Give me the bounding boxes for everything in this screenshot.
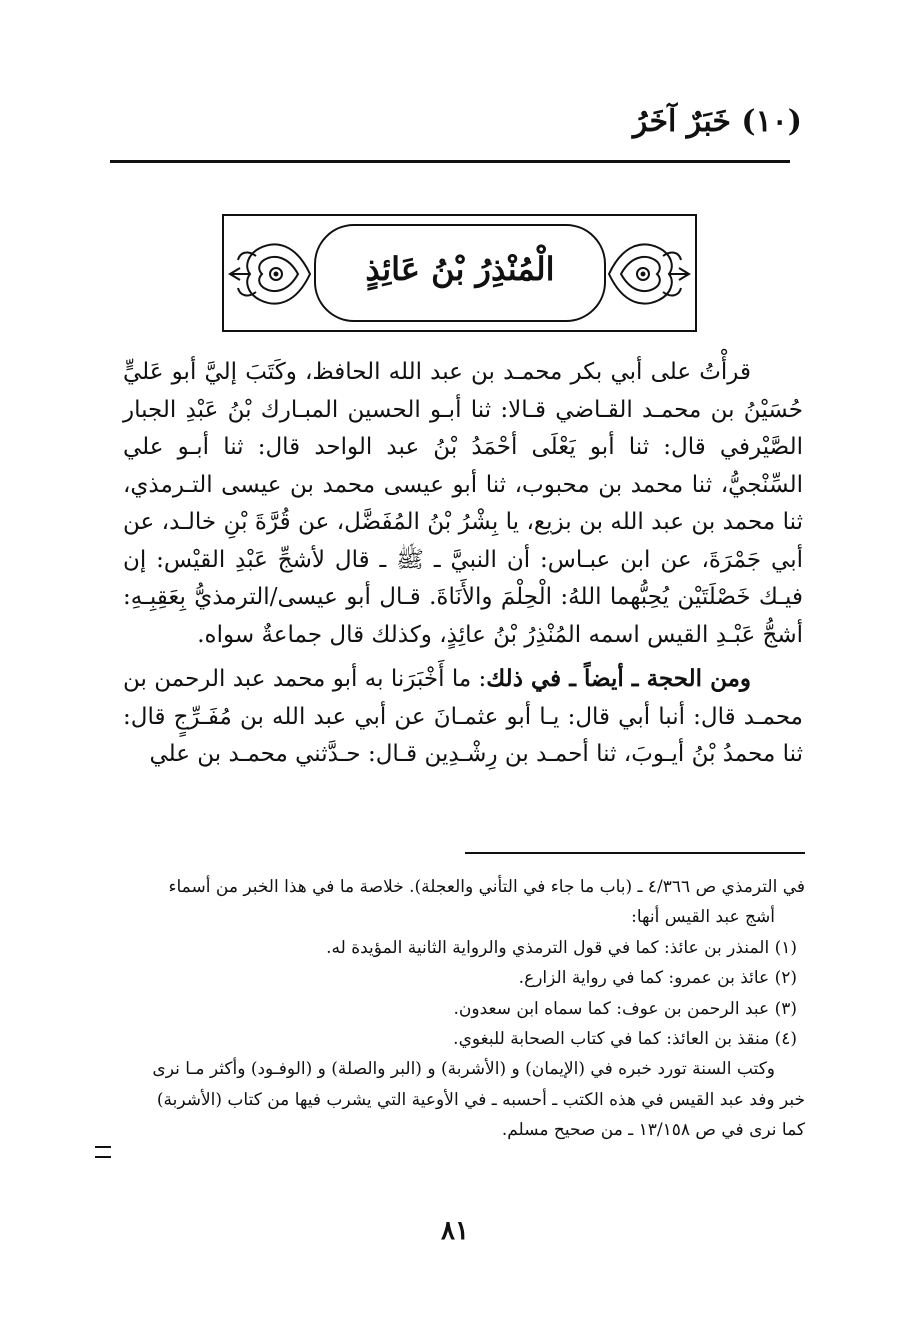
footnote-continuation-mark: [95, 1146, 111, 1158]
footnote-item: (٢) عائذ بن عمرو: كما في رواية الزارع.: [518, 968, 797, 989]
paragraph-2-lead: ومن الحجة ـ أيضاً ـ في ذلك: [486, 665, 751, 692]
left-ornament-icon: [226, 232, 314, 316]
footnote-separator: [465, 852, 805, 854]
page-number: ٨١: [441, 1216, 469, 1246]
banner-frame: [314, 224, 606, 322]
footnote-closing-line: كما نرى في ص ١٣/١٥٨ ـ من صحيح مسلم.: [501, 1120, 805, 1141]
footnote-item: (٤) منقذ بن العائذ: كما في كتاب الصحابة للبغوي.: [453, 1029, 797, 1050]
footnotes: [105, 872, 805, 1146]
main-text: [123, 354, 803, 774]
header-rule: [110, 160, 790, 163]
chapter-heading: (١٠) خَبَرٌ آخَرُ: [632, 104, 802, 139]
footnote-item: (٣) عبد الرحمن بن عوف: كما سماه ابن سعدون.: [453, 998, 797, 1019]
banner-title: الْمُنْذِرُ بْنُ عَائِذٍ: [365, 250, 555, 288]
paragraph-1: قرأْتُ على أبي بكر محمـد بن عبد الله الحافظ، وكَتَبَ إليَّ أبو عَليٍّ حُسَيْنُ بن محمـد القـاضي قـالا: ثنا أبـو الحسين المبـارك بْنُ عَبْدِ الجبار الصَّيْرفي قال: ثنا أبو يَعْلَى أحْمَدُ بْنُ عبد الواحد قال: ثنا أبـو علي السِّنْجيُّ، ثنا محمد بن محبوب، ثنا أبو عيسى محمد بن عيسى التـرمذي، ثنا محمد بن عبد الله بن بزيع، يا بِشْرُ بْنُ المُفَضَّل، عن قُرَّةَ بْنِ خالـد، عن أبي جَمْرَةَ، عن ابن عبـاس: أن النبيَّ ـ ﷺ ـ قال لأشجِّ عَبْدِ القيْس: إن فيـك خَصْلَتَيْن يُحِبُّهما اللهُ: الْحِلْمَ والأَنَاةَ. قـال أبو عيسى/الترمذيُّ بِعَقِبِـهِ: أشجُّ عَبْـدِ القيس اسمه المُنْذِرُ بْنُ عائِذٍ، وكذلك قال جماعةٌ سواه.: [123, 359, 803, 648]
footnote-item: (١) المنذر بن عائذ: كما في قول الترمذي والرواية الثانية المؤيدة له.: [326, 937, 797, 958]
footnote-closing-line: خبر وفد عبد القيس في هذه الكتب ـ أحسبه ـ في الأوعية التي يشرب فيها من كتاب (الأشربة): [156, 1089, 805, 1110]
title-banner: [222, 214, 697, 332]
paragraph-2-text: : ما أَخْبَرَنا به أبو محمد عبد الرحمن بن محمـد قال: أنبا أبي قال: يـا أبو عثمـانَ عن أبي عبد الله بن مُفَـرِّجٍ قال: ثنا محمدُ بْنُ أيـوبَ، ثنا أحمـد بن رِشْـدِين قـال: حـدَّثني محمـد بن علي: [123, 666, 803, 767]
footnote-intro-line: أشج عبد القيس أنها:: [631, 907, 775, 928]
footnote-intro-line: في الترمذي ص ٤/٣٦٦ ـ (باب ما جاء في التأني والعجلة). خلاصة ما في هذا الخبر من أسماء: [168, 877, 805, 897]
right-ornament-icon: [605, 232, 693, 316]
footnote-closing-line: وكتب السنة تورد خبره في (الإيمان) و (الأشربة) و (البر والصلة) و (الوفـود) وأكثر مـا نرى: [152, 1059, 775, 1080]
paragraph-2: [123, 660, 803, 774]
